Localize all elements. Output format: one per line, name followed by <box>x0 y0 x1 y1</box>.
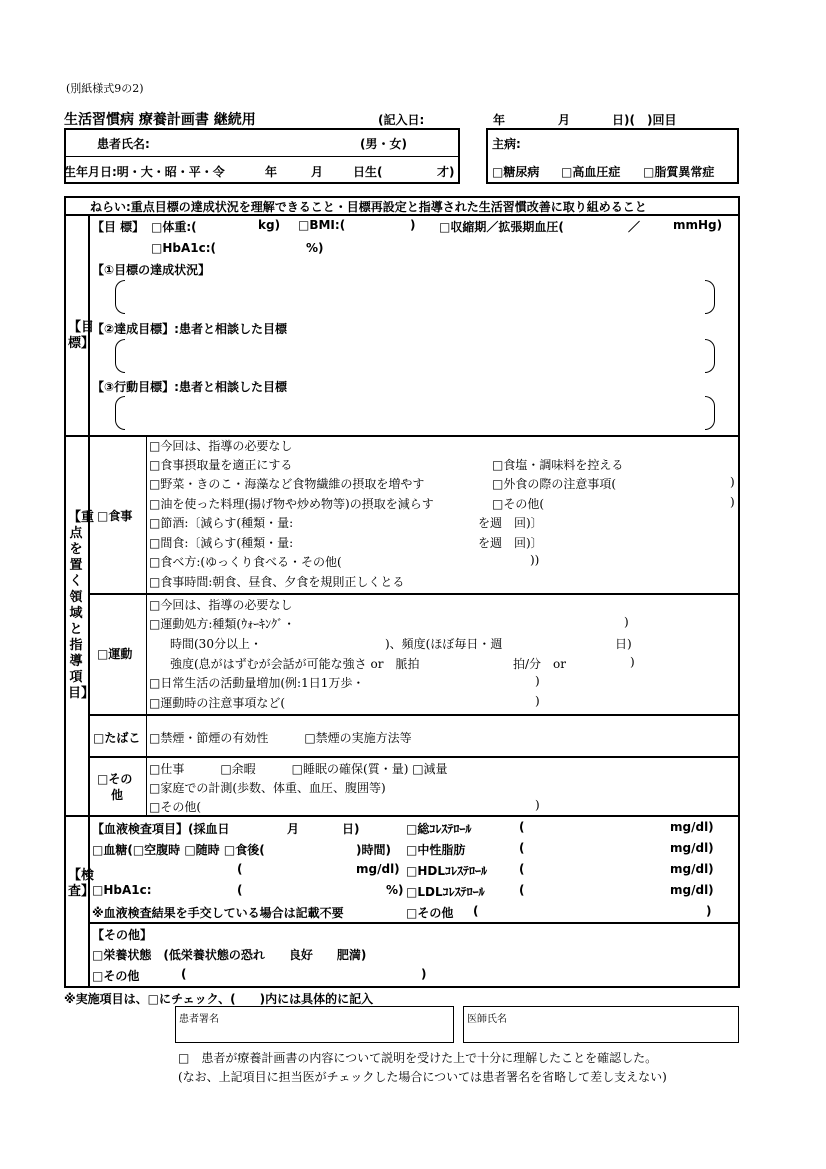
target-head: 【目 標】 <box>92 220 145 234</box>
bp-target[interactable]: □収縮期／拡張期血圧( <box>439 220 564 234</box>
disease-hypertension[interactable]: □高血圧症 <box>561 165 621 179</box>
goals-side-label: 【目標】 <box>68 320 95 351</box>
form-id: (別紙様式9の2) <box>66 82 144 95</box>
bmi-target[interactable]: □BMI:( <box>298 218 346 232</box>
blood-test-head: 【血液検査項目】(採血日 <box>92 822 230 836</box>
disease-diabetes[interactable]: □糖尿病 <box>492 165 540 179</box>
entry-month: 月 <box>558 113 571 127</box>
confirm-note: (なお、上記項目に担当医がチェックした場合については患者署名を省略して差し支えない) <box>178 1070 667 1084</box>
focus-side-label: 【重点を置く領域と指導項目】 <box>68 510 95 701</box>
aim-text: ねらい:重点目標の達成状況を理解できること・目標再設定と指導された生活習慣改善に取り組めること <box>90 200 647 214</box>
entry-day-round: 日)( )回目 <box>612 113 677 127</box>
doctor-name-label: 医師氏名 <box>467 1014 507 1025</box>
exam-note: ※血液検査結果を手交している場合は記載不要 <box>92 906 344 920</box>
birth-label: 生年月日:明・大・昭・平・令 <box>64 165 225 179</box>
achieve-goal-head: 【②達成目標】:患者と相談した目標 <box>92 322 287 336</box>
patient-signature-label: 患者署名 <box>179 1014 219 1025</box>
glucose-item[interactable]: □血糖(□空腹時 □随時 □食後( <box>92 843 265 857</box>
other-label[interactable]: □その <box>97 772 133 786</box>
diet-label[interactable]: □食事 <box>97 509 133 523</box>
disease-dyslipidemia[interactable]: □脂質異常症 <box>643 165 715 179</box>
achievement-head: 【①目標の達成状況】 <box>92 263 211 277</box>
main-disease-label: 主病: <box>492 137 521 151</box>
main-table <box>64 196 740 988</box>
weight-target[interactable]: □体重:( <box>151 220 197 234</box>
exercise-label[interactable]: □運動 <box>97 647 133 661</box>
action-goal-head: 【③行動目標】:患者と相談した目標 <box>92 380 287 394</box>
hdl-cholesterol[interactable]: □HDLｺﾚｽﾃﾛｰﾙ <box>406 864 487 878</box>
exam-other-item[interactable]: □その他 <box>92 969 140 983</box>
exam-side-label: 【検査】 <box>68 868 95 899</box>
exam-other-head: 【その他】 <box>92 928 153 942</box>
total-cholesterol[interactable]: □総ｺﾚｽﾃﾛｰﾙ <box>406 822 472 836</box>
triglyceride[interactable]: □中性脂肪 <box>406 843 466 857</box>
entry-year: 年 <box>493 113 506 127</box>
gender-label: (男・女) <box>360 137 407 151</box>
instruction-text: ※実施項目は、□にチェック、( )内には具体的に記入 <box>64 992 374 1006</box>
patient-name-label: 患者氏名: <box>97 137 150 151</box>
nutrition-item[interactable]: □栄養状態 (低栄養状態の恐れ 良好 肥満) <box>92 948 367 962</box>
entry-date-label: (記入日: <box>378 113 425 127</box>
tobacco-label[interactable]: □たばこ <box>93 731 141 745</box>
hba1c-item[interactable]: □HbA1c: <box>92 883 152 897</box>
page-title: 生活習慣病 療養計画書 継続用 <box>64 112 256 128</box>
hba1c-target[interactable]: □HbA1c:( <box>151 241 217 255</box>
confirm-checkbox[interactable]: □ 患者が療養計画書の内容について説明を受けた上で十分に理解したことを確認した。 <box>178 1051 658 1065</box>
exam-other[interactable]: □その他 <box>406 906 454 920</box>
ldl-cholesterol[interactable]: □LDLｺﾚｽﾃﾛｰﾙ <box>406 885 485 899</box>
